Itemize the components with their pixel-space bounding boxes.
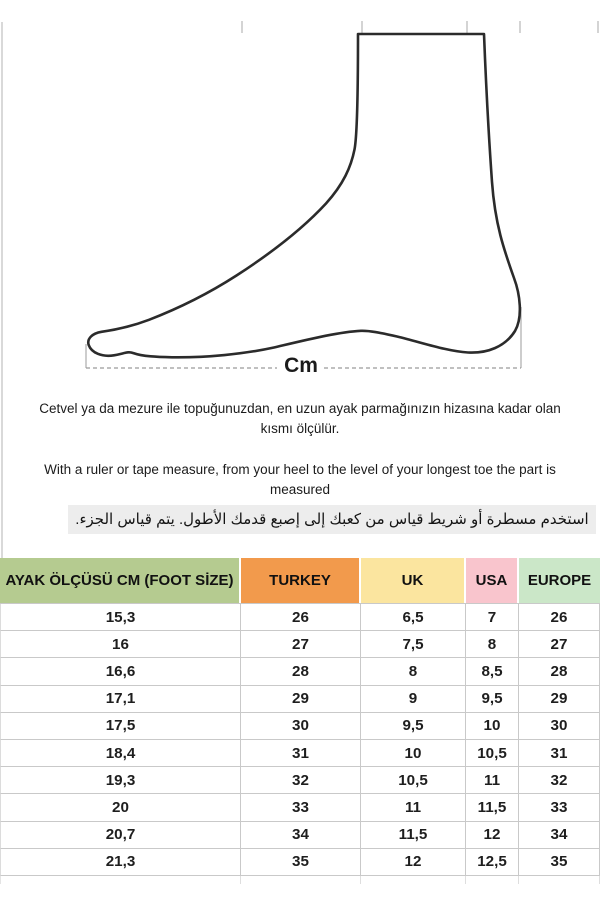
cell-turkey: 33 [241, 794, 361, 821]
cell-cm: 16 [0, 631, 241, 658]
cell-europe: 28 [519, 658, 600, 685]
cell-uk: 8 [361, 658, 466, 685]
cell-turkey: 35 [241, 849, 361, 876]
instruction-turkish [0, 399, 600, 438]
cell-usa: 11,5 [466, 794, 519, 821]
table-row [0, 686, 600, 713]
cell-cm: 20,7 [0, 822, 241, 849]
cell-europe: 31 [519, 740, 600, 767]
cell-turkey: 27 [241, 631, 361, 658]
header-europe: EUROPE [519, 558, 600, 603]
cell-usa: 10,5 [466, 740, 519, 767]
stub-cell [519, 876, 600, 884]
table-row [0, 604, 600, 631]
stub-cell [361, 876, 466, 884]
cell-turkey: 28 [241, 658, 361, 685]
cell-uk: 10,5 [361, 767, 466, 794]
size-conversion-table [0, 558, 600, 884]
table-row [0, 631, 600, 658]
cell-usa: 7 [466, 604, 519, 631]
stub-cell [0, 876, 241, 884]
cell-cm: 20 [0, 794, 241, 821]
cell-europe: 29 [519, 686, 600, 713]
cell-usa: 10 [466, 713, 519, 740]
instruction-english [0, 460, 600, 499]
cell-uk: 12 [361, 849, 466, 876]
cm-label: Cm [284, 354, 318, 377]
cell-usa: 8 [466, 631, 519, 658]
cell-turkey: 34 [241, 822, 361, 849]
table-row [0, 658, 600, 685]
cell-turkey: 29 [241, 686, 361, 713]
table-partial-row [0, 876, 600, 884]
cell-uk: 9,5 [361, 713, 466, 740]
cell-uk: 6,5 [361, 604, 466, 631]
cell-cm: 16,6 [0, 658, 241, 685]
cell-turkey: 26 [241, 604, 361, 631]
cell-europe: 33 [519, 794, 600, 821]
cell-turkey: 32 [241, 767, 361, 794]
table-header-row [0, 558, 600, 603]
instruction-turkish-text: Cetvel ya da mezure ile topuğunuzdan, en uzun ayak parmağınızın hizasına kadar olan kısmı ölçülür. [39, 401, 561, 436]
foot-outline [88, 34, 520, 357]
header-turkey: TURKEY [241, 558, 359, 603]
cell-europe: 32 [519, 767, 600, 794]
cell-cm: 21,3 [0, 849, 241, 876]
cell-usa: 12,5 [466, 849, 519, 876]
stub-cell [241, 876, 361, 884]
cell-turkey: 31 [241, 740, 361, 767]
cell-usa: 11 [466, 767, 519, 794]
cell-turkey: 30 [241, 713, 361, 740]
header-uk: UK [361, 558, 464, 603]
cell-uk: 7,5 [361, 631, 466, 658]
instruction-english-text: With a ruler or tape measure, from your heel to the level of your longest toe the part is measured [44, 462, 556, 497]
table-row [0, 740, 600, 767]
cell-uk: 11,5 [361, 822, 466, 849]
instruction-arabic: استخدم مسطرة أو شريط قياس من كعبك إلى إصبع قدمك الأطول. يتم قياس الجزء. [68, 505, 596, 534]
header-usa: USA [466, 558, 517, 603]
stub-cell [466, 876, 519, 884]
table-row [0, 713, 600, 740]
header-foot-size-cm: AYAK ÖLÇÜSÜ CM (FOOT SİZE) [0, 558, 239, 603]
cell-europe: 30 [519, 713, 600, 740]
cell-cm: 17,5 [0, 713, 241, 740]
cell-usa: 8,5 [466, 658, 519, 685]
cell-cm: 19,3 [0, 767, 241, 794]
cell-uk: 9 [361, 686, 466, 713]
table-body [0, 603, 600, 884]
cell-europe: 27 [519, 631, 600, 658]
cell-europe: 35 [519, 849, 600, 876]
foot-measurement-diagram [0, 0, 600, 390]
cell-cm: 17,1 [0, 686, 241, 713]
cell-cm: 18,4 [0, 740, 241, 767]
cell-europe: 26 [519, 604, 600, 631]
table-row [0, 822, 600, 849]
table-row [0, 849, 600, 876]
table-row [0, 794, 600, 821]
cell-usa: 9,5 [466, 686, 519, 713]
grid-tick-marks [242, 21, 598, 33]
cell-uk: 10 [361, 740, 466, 767]
cell-europe: 34 [519, 822, 600, 849]
cell-uk: 11 [361, 794, 466, 821]
table-row [0, 767, 600, 794]
cell-cm: 15,3 [0, 604, 241, 631]
cell-usa: 12 [466, 822, 519, 849]
